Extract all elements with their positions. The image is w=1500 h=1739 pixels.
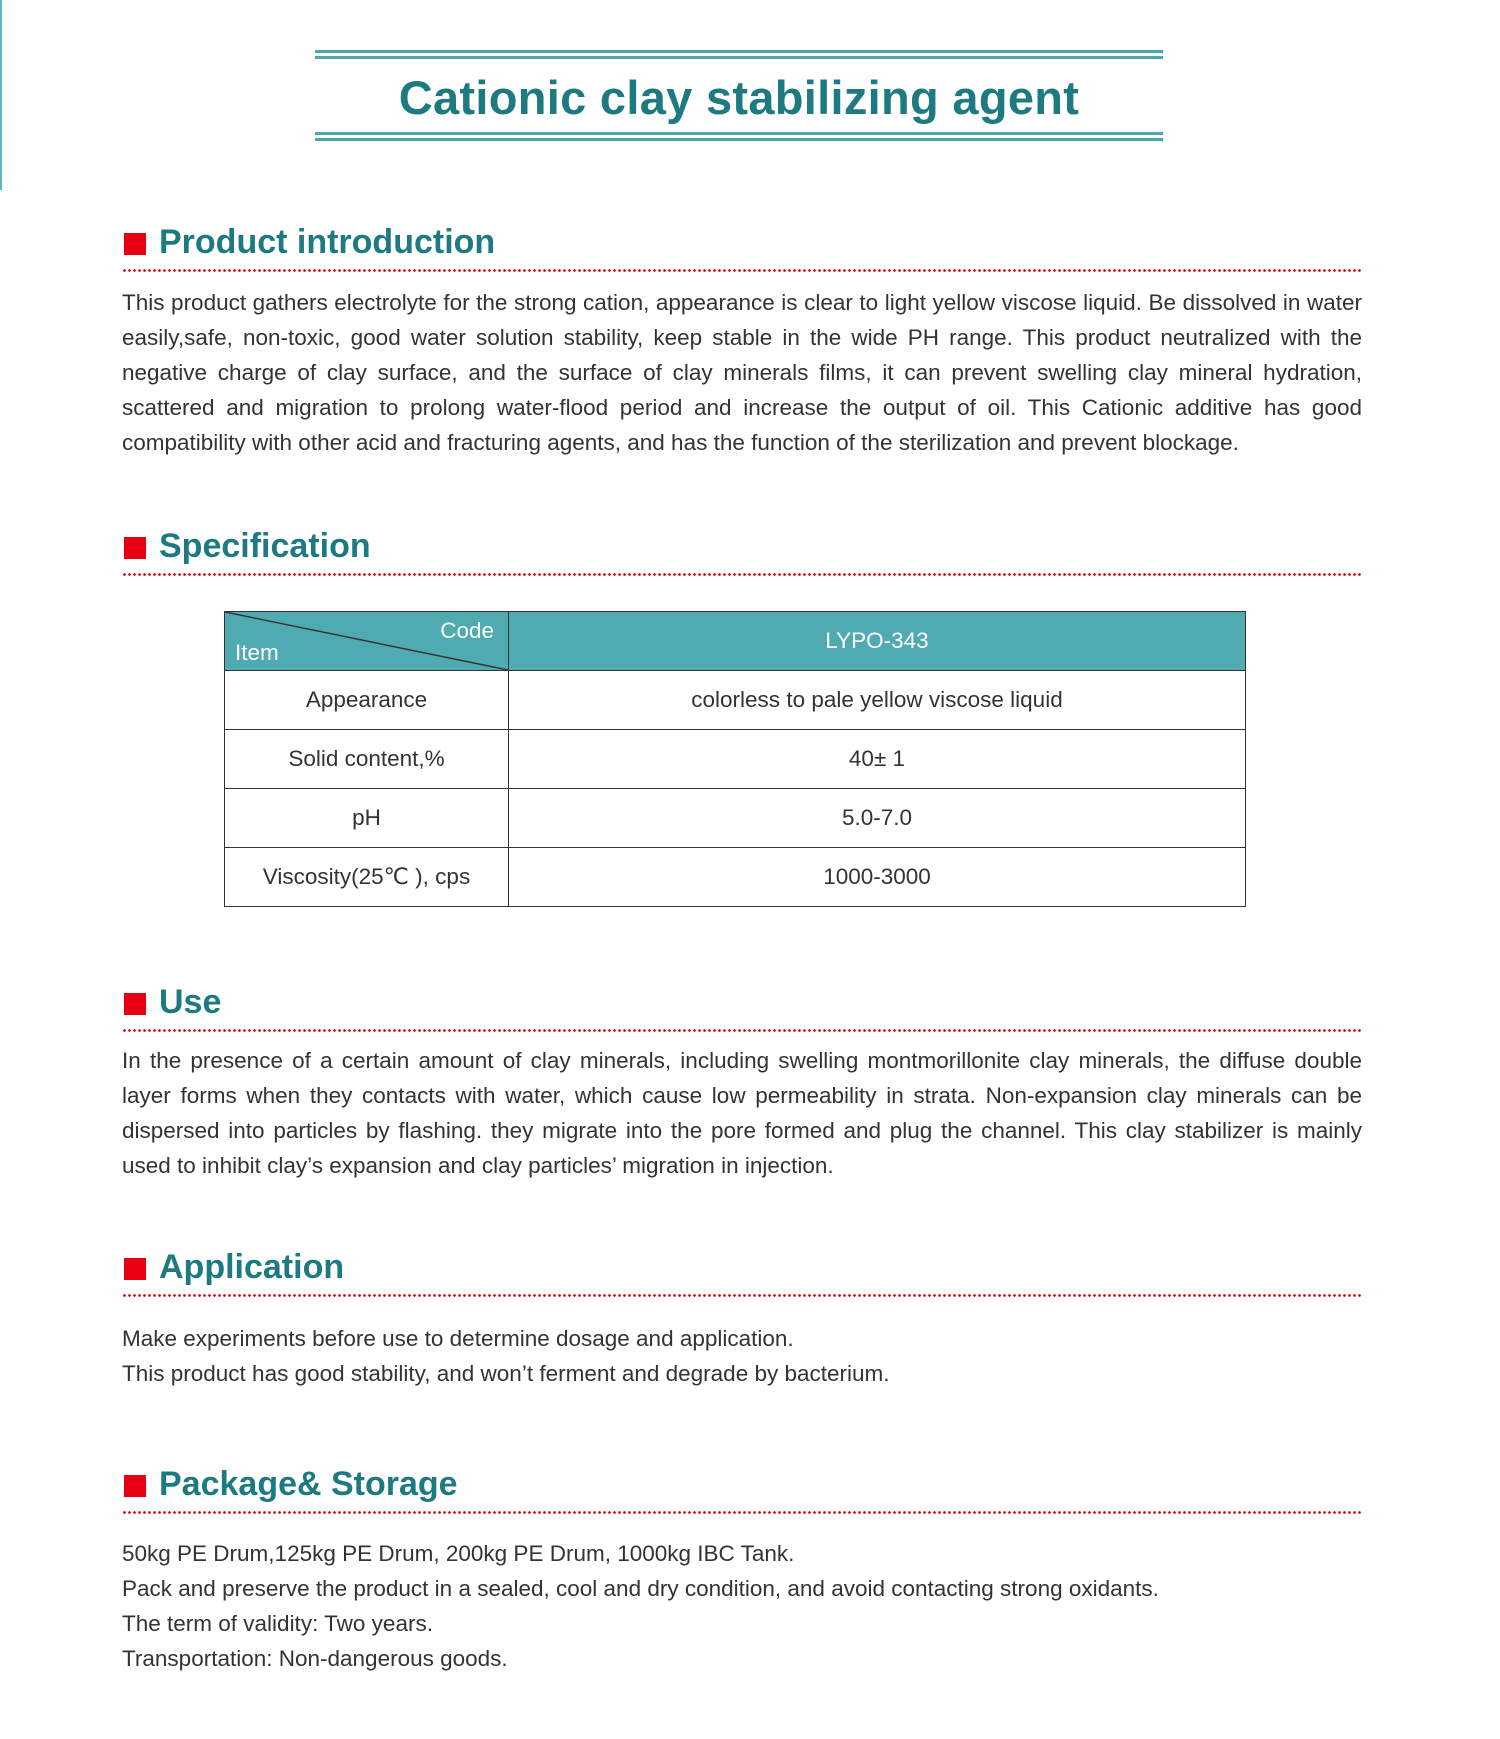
diagonal-header-cell: [225, 612, 509, 671]
title-block: [315, 50, 1163, 146]
red-square-icon: [124, 233, 146, 255]
value-cell: 40± 1: [509, 730, 1246, 789]
section-title: Product introduction: [159, 223, 496, 261]
page-title: Cationic clay stabilizing agent: [398, 71, 1080, 124]
table-header-row: [225, 612, 1246, 671]
title-rule-top: [315, 50, 1163, 59]
left-edge-line: [0, 0, 2, 190]
header-value-cell: LYPO-343: [509, 612, 1246, 671]
table-row: [225, 789, 1246, 848]
section-title: Specification: [159, 527, 371, 565]
red-square-icon: [124, 537, 146, 559]
section-header: [122, 1243, 1362, 1291]
value-cell: 1000-3000: [509, 848, 1246, 907]
section-package-storage: [122, 1460, 1362, 1676]
red-square-icon: [124, 1475, 146, 1497]
item-cell: Appearance: [225, 671, 509, 730]
intro-paragraph: This product gathers electrolyte for the strong cation, appearance is clear to light yellow viscose liquid. Be dissolved in water easily,safe, non-toxic, good water solution stability, keep stable in the wide PH range. This product neutralized with the negative charge of clay surface, and the surface of clay minerals films, it can prevent swelling clay mineral hydration, scattered and migration to prolong water-flood period and increase the output of oil. This Cationic additive has good compatibility with other acid and fracturing agents, and has the function of the sterilization and prevent blockage.: [122, 290, 1362, 455]
application-line: Make experiments before use to determine dosage and application.: [122, 1326, 794, 1351]
value-cell: colorless to pale yellow viscose liquid: [509, 671, 1246, 730]
table-row: [225, 671, 1246, 730]
red-square-icon: [124, 1258, 146, 1280]
section-use: [122, 978, 1362, 1183]
package-line: Transportation: Non-dangerous goods.: [122, 1646, 508, 1671]
dotted-divider: [122, 269, 1362, 272]
section-application: [122, 1243, 1362, 1391]
section-specification: [122, 522, 1362, 570]
section-header: [122, 218, 1362, 266]
section-header: [122, 1460, 1362, 1508]
application-lines: [122, 1321, 1362, 1391]
title-rule-bottom: [315, 132, 1163, 141]
package-line: Pack and preserve the product in a sealed, cool and dry condition, and avoid contacting strong oxidants.: [122, 1576, 1159, 1601]
package-line: 50kg PE Drum,125kg PE Drum, 200kg PE Drum, 1000kg IBC Tank.: [122, 1541, 795, 1566]
dotted-divider: [122, 1511, 1362, 1514]
section-header: [122, 978, 1362, 1026]
header-item-label: Item: [235, 640, 279, 665]
dotted-divider: [122, 573, 1362, 576]
section-title: Use: [159, 983, 222, 1021]
dotted-divider: [122, 1294, 1362, 1297]
package-line: The term of validity: Two years.: [122, 1611, 433, 1636]
package-lines: [122, 1536, 1362, 1676]
application-line: This product has good stability, and won’t ferment and degrade by bacterium.: [122, 1361, 890, 1386]
item-cell: Solid content,%: [225, 730, 509, 789]
section-title: Application: [159, 1248, 345, 1286]
table-row: [225, 848, 1246, 907]
use-paragraph: In the presence of a certain amount of clay minerals, including swelling montmorillonite clay minerals, the diffuse double layer forms when they contacts with water, which cause low permeability in strata. Non-expansion clay minerals can be dispersed into particles by flashing. they migrate into the pore formed and plug the channel. This clay stabilizer is mainly used to inhibit clay’s expansion and clay particles’ migration in injection.: [122, 1048, 1362, 1178]
red-square-icon: [124, 993, 146, 1015]
section-product-introduction: [122, 218, 1362, 460]
section-header: [122, 522, 1362, 570]
table-row: [225, 730, 1246, 789]
item-cell: pH: [225, 789, 509, 848]
item-cell: Viscosity(25℃ ), cps: [225, 848, 509, 907]
dotted-divider: [122, 1029, 1362, 1032]
spec-table: [224, 611, 1246, 907]
section-title: Package& Storage: [159, 1465, 458, 1503]
header-code-label: Code: [440, 618, 494, 643]
value-cell: 5.0-7.0: [509, 789, 1246, 848]
